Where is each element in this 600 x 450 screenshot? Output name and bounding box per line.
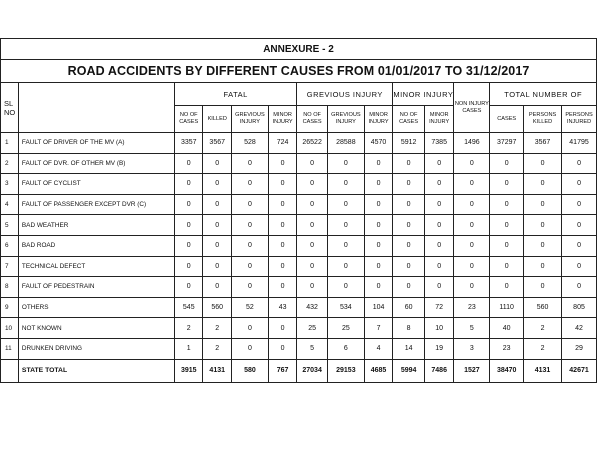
value-cell: 0 (203, 174, 231, 195)
sl-no-cell: 8 (1, 277, 19, 298)
value-cell: 0 (454, 215, 490, 236)
table-body (1, 133, 597, 383)
value-cell: 0 (268, 153, 296, 174)
value-cell: 0 (524, 256, 562, 277)
value-cell: 0 (454, 174, 490, 195)
cause-cell: OTHERS (18, 297, 174, 318)
value-cell: 0 (424, 215, 454, 236)
value-cell: 0 (562, 153, 597, 174)
value-cell: 0 (203, 215, 231, 236)
value-cell: 0 (424, 174, 454, 195)
total-value-cell: 4131 (524, 359, 562, 382)
value-cell: 28588 (327, 133, 364, 154)
value-cell: 25 (297, 318, 328, 339)
value-cell: 0 (490, 174, 524, 195)
value-cell: 1110 (490, 297, 524, 318)
value-cell: 25 (327, 318, 364, 339)
cause-cell: FAULT OF PEDESTRAIN (18, 277, 174, 298)
value-cell: 0 (364, 256, 392, 277)
total-value-cell: 1527 (454, 359, 490, 382)
table-row (1, 338, 597, 359)
value-cell: 534 (327, 297, 364, 318)
value-cell: 0 (524, 215, 562, 236)
value-cell: 0 (175, 215, 203, 236)
value-cell: 0 (231, 338, 268, 359)
value-cell: 23 (490, 338, 524, 359)
sl-no-header: SL NO (1, 83, 19, 133)
value-cell: 0 (297, 215, 328, 236)
total-value-cell: 38470 (490, 359, 524, 382)
value-cell: 0 (231, 256, 268, 277)
value-cell: 0 (268, 194, 296, 215)
total-sl-cell (1, 359, 19, 382)
sl-no-cell: 3 (1, 174, 19, 195)
value-cell: 0 (297, 174, 328, 195)
total-value-cell: 29153 (327, 359, 364, 382)
value-cell: 104 (364, 297, 392, 318)
value-cell: 0 (364, 235, 392, 256)
subheader-cell: CASES (490, 106, 524, 133)
value-cell: 0 (327, 153, 364, 174)
sl-no-cell: 2 (1, 153, 19, 174)
value-cell: 0 (203, 256, 231, 277)
total-value-cell: 27034 (297, 359, 328, 382)
table-row (1, 256, 597, 277)
value-cell: 0 (424, 194, 454, 215)
value-cell: 0 (562, 215, 597, 236)
value-cell: 0 (490, 235, 524, 256)
value-cell: 0 (327, 194, 364, 215)
value-cell: 0 (297, 256, 328, 277)
value-cell: 0 (268, 318, 296, 339)
cause-cell: FAULT OF PASSENGER EXCEPT DVR (C) (18, 194, 174, 215)
value-cell: 7 (364, 318, 392, 339)
value-cell: 0 (393, 215, 425, 236)
value-cell: 14 (393, 338, 425, 359)
value-cell: 2 (524, 318, 562, 339)
annexure-label: ANNEXURE - 2 (1, 39, 597, 60)
report-table-container (0, 38, 600, 383)
value-cell: 0 (327, 256, 364, 277)
value-cell: 0 (268, 215, 296, 236)
value-cell: 0 (454, 194, 490, 215)
table-row (1, 174, 597, 195)
value-cell: 0 (490, 215, 524, 236)
total-value-cell: 3915 (175, 359, 203, 382)
value-cell: 7385 (424, 133, 454, 154)
value-cell: 0 (524, 194, 562, 215)
value-cell: 0 (297, 194, 328, 215)
value-cell: 0 (203, 194, 231, 215)
cause-cell: FAULT OF DVR. OF OTHER MV (B) (18, 153, 174, 174)
value-cell: 0 (231, 153, 268, 174)
sl-no-cell: 5 (1, 215, 19, 236)
subheader-cell: GREVIOUS INJURY (327, 106, 364, 133)
value-cell: 0 (203, 277, 231, 298)
value-cell: 0 (203, 235, 231, 256)
value-cell: 19 (424, 338, 454, 359)
value-cell: 52 (231, 297, 268, 318)
table-row (1, 194, 597, 215)
cause-cell: DRUNKEN DRIVING (18, 338, 174, 359)
value-cell: 0 (562, 174, 597, 195)
table-row (1, 215, 597, 236)
value-cell: 5 (297, 338, 328, 359)
value-cell: 545 (175, 297, 203, 318)
subheader-cell: PERSONS INJURED (562, 106, 597, 133)
subheader-cell: NO OF CASES (297, 106, 328, 133)
subheader-cell: NO OF CASES (393, 106, 425, 133)
value-cell: 0 (231, 194, 268, 215)
value-cell: 0 (327, 215, 364, 236)
value-cell: 0 (231, 235, 268, 256)
value-cell: 0 (268, 277, 296, 298)
cause-cell: BAD ROAD (18, 235, 174, 256)
value-cell: 0 (175, 256, 203, 277)
value-cell: 0 (175, 194, 203, 215)
value-cell: 0 (327, 235, 364, 256)
value-cell: 60 (393, 297, 425, 318)
value-cell: 41795 (562, 133, 597, 154)
cause-cell: FAULT OF CYCLIST (18, 174, 174, 195)
value-cell: 0 (231, 318, 268, 339)
total-value-cell: 42671 (562, 359, 597, 382)
subheader-cell: GREVIOUS INJURY (231, 106, 268, 133)
accidents-table (0, 38, 597, 383)
total-group-header: TOTAL NUMBER OF (490, 83, 597, 106)
value-cell: 0 (524, 153, 562, 174)
value-cell: 0 (562, 235, 597, 256)
subheader-cell: MINOR INJURY (424, 106, 454, 133)
non-injury-header: NON INJURY CASES (454, 83, 490, 133)
value-cell: 0 (524, 174, 562, 195)
value-cell: 0 (175, 174, 203, 195)
value-cell: 0 (393, 174, 425, 195)
value-cell: 0 (297, 277, 328, 298)
subheader-cell: NO OF CASES (175, 106, 203, 133)
page-title: ROAD ACCIDENTS BY DIFFERENT CAUSES FROM 01/01/2017 TO 31/12/2017 (1, 60, 597, 83)
value-cell: 1496 (454, 133, 490, 154)
value-cell: 3567 (203, 133, 231, 154)
value-cell: 40 (490, 318, 524, 339)
value-cell: 1 (175, 338, 203, 359)
value-cell: 42 (562, 318, 597, 339)
value-cell: 6 (327, 338, 364, 359)
value-cell: 0 (364, 215, 392, 236)
value-cell: 0 (454, 256, 490, 277)
total-value-cell: 4131 (203, 359, 231, 382)
table-row (1, 277, 597, 298)
cause-header (18, 83, 174, 133)
sl-no-cell: 9 (1, 297, 19, 318)
value-cell: 0 (454, 277, 490, 298)
value-cell: 0 (268, 338, 296, 359)
value-cell: 0 (424, 256, 454, 277)
value-cell: 3357 (175, 133, 203, 154)
value-cell: 3567 (524, 133, 562, 154)
value-cell: 0 (490, 153, 524, 174)
value-cell: 0 (231, 277, 268, 298)
value-cell: 0 (454, 153, 490, 174)
total-value-cell: 7486 (424, 359, 454, 382)
value-cell: 805 (562, 297, 597, 318)
value-cell: 0 (231, 215, 268, 236)
value-cell: 0 (175, 277, 203, 298)
value-cell: 560 (203, 297, 231, 318)
value-cell: 560 (524, 297, 562, 318)
value-cell: 2 (524, 338, 562, 359)
value-cell: 0 (490, 277, 524, 298)
value-cell: 0 (454, 235, 490, 256)
value-cell: 0 (424, 235, 454, 256)
subheader-cell: PERSONS KILLED (524, 106, 562, 133)
value-cell: 26522 (297, 133, 328, 154)
table-row (1, 133, 597, 154)
value-cell: 0 (562, 277, 597, 298)
total-value-cell: 5994 (393, 359, 425, 382)
cause-cell: BAD WEATHER (18, 215, 174, 236)
value-cell: 0 (231, 174, 268, 195)
value-cell: 5 (454, 318, 490, 339)
cause-cell: FAULT OF DRIVER OF THE MV (A) (18, 133, 174, 154)
total-value-cell: 4685 (364, 359, 392, 382)
value-cell: 0 (327, 277, 364, 298)
value-cell: 2 (203, 318, 231, 339)
value-cell: 23 (454, 297, 490, 318)
subheader-cell: KILLED (203, 106, 231, 133)
table-row (1, 153, 597, 174)
cause-cell: TECHNICAL DEFECT (18, 256, 174, 277)
total-value-cell: 580 (231, 359, 268, 382)
value-cell: 0 (424, 277, 454, 298)
value-cell: 0 (364, 194, 392, 215)
value-cell: 0 (562, 194, 597, 215)
value-cell: 0 (297, 153, 328, 174)
grevious-group-header: GREVIOUS INJURY (297, 83, 393, 106)
value-cell: 0 (327, 174, 364, 195)
value-cell: 0 (364, 277, 392, 298)
sl-no-cell: 10 (1, 318, 19, 339)
value-cell: 0 (562, 256, 597, 277)
value-cell: 0 (490, 194, 524, 215)
value-cell: 0 (393, 153, 425, 174)
value-cell: 0 (268, 174, 296, 195)
value-cell: 4 (364, 338, 392, 359)
table-row (1, 235, 597, 256)
state-total-row (1, 359, 597, 382)
value-cell: 0 (268, 235, 296, 256)
value-cell: 5912 (393, 133, 425, 154)
value-cell: 0 (490, 256, 524, 277)
value-cell: 0 (175, 153, 203, 174)
table-row (1, 297, 597, 318)
value-cell: 0 (175, 235, 203, 256)
table-row (1, 318, 597, 339)
value-cell: 0 (393, 235, 425, 256)
sl-no-cell: 4 (1, 194, 19, 215)
value-cell: 432 (297, 297, 328, 318)
total-label: STATE TOTAL (18, 359, 174, 382)
value-cell: 0 (364, 153, 392, 174)
fatal-group-header: FATAL (175, 83, 297, 106)
value-cell: 0 (364, 174, 392, 195)
subheader-cell: MINOR INJURY (268, 106, 296, 133)
value-cell: 0 (424, 153, 454, 174)
minor-group-header: MINOR INJURY (393, 83, 454, 106)
value-cell: 0 (297, 235, 328, 256)
value-cell: 29 (562, 338, 597, 359)
subheader-cell: MINOR INJURY (364, 106, 392, 133)
value-cell: 4570 (364, 133, 392, 154)
sl-no-cell: 11 (1, 338, 19, 359)
sl-no-cell: 1 (1, 133, 19, 154)
value-cell: 0 (393, 256, 425, 277)
value-cell: 2 (175, 318, 203, 339)
value-cell: 37297 (490, 133, 524, 154)
sl-no-cell: 7 (1, 256, 19, 277)
total-value-cell: 767 (268, 359, 296, 382)
value-cell: 0 (268, 256, 296, 277)
value-cell: 2 (203, 338, 231, 359)
value-cell: 8 (393, 318, 425, 339)
value-cell: 0 (524, 277, 562, 298)
value-cell: 528 (231, 133, 268, 154)
value-cell: 3 (454, 338, 490, 359)
value-cell: 0 (524, 235, 562, 256)
cause-cell: NOT KNOWN (18, 318, 174, 339)
value-cell: 10 (424, 318, 454, 339)
value-cell: 72 (424, 297, 454, 318)
value-cell: 43 (268, 297, 296, 318)
value-cell: 0 (203, 153, 231, 174)
value-cell: 724 (268, 133, 296, 154)
value-cell: 0 (393, 194, 425, 215)
sl-no-cell: 6 (1, 235, 19, 256)
value-cell: 0 (393, 277, 425, 298)
